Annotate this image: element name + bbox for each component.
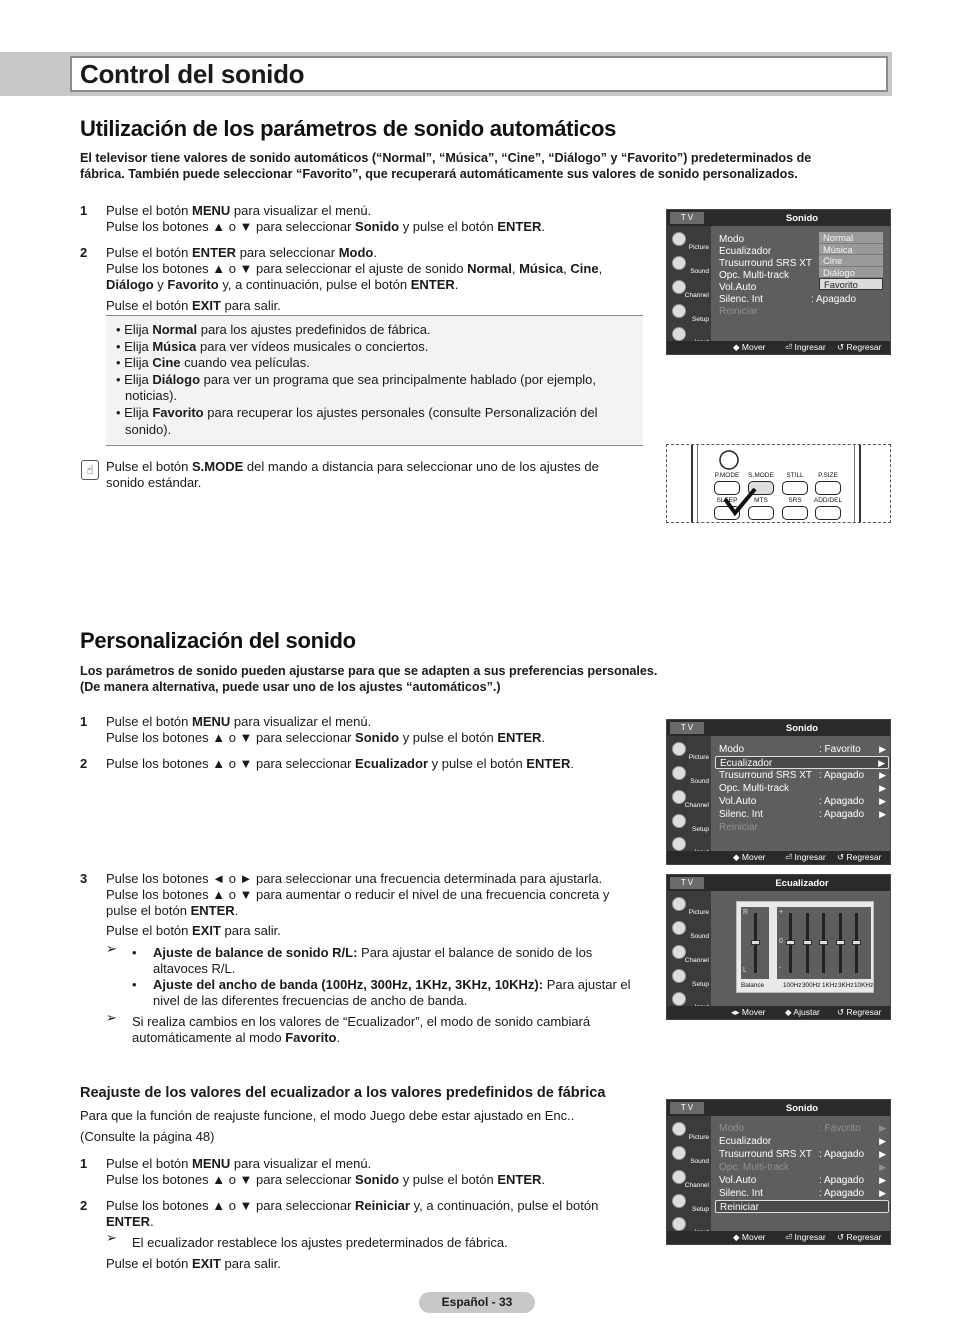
setup-icon: Setup xyxy=(669,302,709,324)
section-title-auto-sound: Utilización de los parámetros de sonido automáticos xyxy=(80,116,617,141)
picture-icon: Picture xyxy=(669,230,709,252)
step-number: 3 xyxy=(80,871,88,886)
menu-item-selected[interactable]: Reiniciar xyxy=(715,1200,889,1213)
band-knob[interactable] xyxy=(786,940,795,945)
menu-item[interactable]: Opc. Multi-track xyxy=(719,270,790,281)
band-knob[interactable] xyxy=(803,940,812,945)
arrow-icon: ➢ xyxy=(106,1010,117,1025)
intro-line: (De manera alternativa, puede usar uno de los ajustes “automáticos”.) xyxy=(80,680,501,694)
menu-item[interactable]: Ecualizador xyxy=(719,246,772,257)
band-knob[interactable] xyxy=(836,940,845,945)
power-circle-icon xyxy=(717,448,741,472)
channel-icon: Channel xyxy=(669,278,709,300)
osd-title: Ecualizador xyxy=(775,878,829,889)
menu-item[interactable]: Vol.Auto xyxy=(719,282,757,293)
list-item: • Elija Diálogo para ver un programa que sea principalmente hablado (por ejemplo, noticias). xyxy=(116,371,597,404)
step-number: 1 xyxy=(80,203,88,218)
band-tracks xyxy=(777,907,871,979)
menu-item[interactable]: Silenc. Int : Apagado ▶ xyxy=(719,809,886,820)
still-button[interactable] xyxy=(782,481,808,495)
step1-text: Pulse el botón MENU para visualizar el menú. Pulse los botones ▲ o ▼ para seleccionar Sonido y pulse el botón ENTER. xyxy=(106,1156,546,1187)
step-number: 2 xyxy=(80,756,88,771)
menu-item[interactable]: Ecualizador ▶ xyxy=(719,1136,886,1147)
setup-icon: Setup xyxy=(669,812,709,834)
srs-button[interactable] xyxy=(782,506,808,520)
step1-text: Pulse el botón MENU para visualizar el menú. Pulse los botones ▲ o ▼ para seleccionar Sonido y pulse el botón ENTER. xyxy=(106,714,546,745)
tv-label: T V xyxy=(670,722,704,734)
step-number: 1 xyxy=(80,1156,88,1171)
mode-bullet-list xyxy=(106,315,643,446)
reset-precondition: Para que la función de reajuste funcione, el modo Juego debe estar ajustado en Enc.. xyxy=(80,1108,575,1123)
menu-item[interactable]: Reiniciar xyxy=(719,822,758,833)
picture-icon: Picture xyxy=(669,1120,709,1142)
page-title: Control del sonido xyxy=(80,59,305,89)
smode-note: Pulse el botón S.MODE del mando a distancia para seleccionar uno de los ajustes de sonido estándar. xyxy=(106,459,599,490)
menu-item-selected[interactable]: Ecualizador ▶ xyxy=(715,756,889,769)
channel-icon: Channel xyxy=(669,1168,709,1190)
menu-item[interactable]: Vol.Auto : Apagado ▶ xyxy=(719,796,886,807)
menu-item[interactable]: Silenc. Int : Apagado ▶ xyxy=(719,1188,886,1199)
menu-item[interactable]: Trusurround SRS XT : Apagado ▶ xyxy=(719,770,886,781)
section-title-custom-sound: Personalización del sonido xyxy=(80,628,356,653)
menu-item[interactable]: Modo : Favorito ▶ xyxy=(719,1123,886,1134)
tv-label: T V xyxy=(670,212,704,224)
step-number: 2 xyxy=(80,245,88,260)
bandwidth-note: Ajuste del ancho de banda (100Hz, 300Hz, 1KHz, 3KHz, 10KHz): Para ajustar el nivel de las diferentes frecuencias de ancho de banda. xyxy=(153,977,631,1008)
step2-text: Pulse los botones ▲ o ▼ para seleccionar Ecualizador y pulse el botón ENTER. xyxy=(106,756,574,771)
section-title-eq-reset: Reajuste de los valores del ecualizador a los valores predefinidos de fábrica xyxy=(80,1085,606,1101)
arrow-icon: ➢ xyxy=(106,1230,117,1245)
osd-title: Sonido xyxy=(785,213,819,224)
list-item: • Elija Normal para los ajustes predefinidos de fábrica. xyxy=(116,322,431,337)
osd-footer: ◆ Mover ⏎ Ingresar ↺ Regresar xyxy=(667,851,890,864)
osd-footer: ◆ Mover ⏎ Ingresar ↺ Regresar xyxy=(667,1231,890,1244)
menu-item[interactable]: Silenc. Int : Apagado xyxy=(719,294,857,305)
bullet-dot: • xyxy=(132,977,137,992)
hand-pointer-icon: ☝ xyxy=(81,460,99,480)
osd-sound-mode-panel xyxy=(666,209,891,355)
eq-right-label: R xyxy=(743,909,749,916)
step3-text: Pulse los botones ◄ o ► para seleccionar una frecuencia determinada para ajustarla. Pulse los botones ▲ o ▼ para aumentar o reducir el nivel de una frecuencia concreta y pulse el botón ENTER. Pulse el botón EXIT para salir. xyxy=(106,871,610,938)
bullet-dot: • xyxy=(132,945,137,960)
channel-icon: Channel xyxy=(669,943,709,965)
remote-label: ADD/DEL xyxy=(813,497,843,504)
eq-label: 3KHz xyxy=(838,982,854,989)
menu-item[interactable]: Modo : Favorito ▶ xyxy=(719,744,886,755)
osd-menu xyxy=(715,1122,889,1213)
osd-sound-panel-equalizer xyxy=(666,719,891,865)
channel-icon: Channel xyxy=(669,788,709,810)
dropdown-option[interactable]: Diálogo xyxy=(819,267,883,279)
remote-label: STILL xyxy=(786,472,804,479)
eq-label: 10KHz xyxy=(854,982,874,989)
reset-reference: (Consulte la página 48) xyxy=(80,1129,215,1144)
eq-favorite-note: Si realiza cambios en los valores de “Ecualizador”, el modo de sonido cambiará automáticamente al modo Favorito. xyxy=(132,1014,591,1045)
dropdown-option[interactable]: Cine xyxy=(819,255,883,267)
eq-zero-label: 0 xyxy=(779,938,783,945)
dropdown-option[interactable]: Música xyxy=(819,244,883,256)
balance-knob[interactable] xyxy=(751,940,760,945)
menu-item[interactable]: Opc. Multi-track ▶ xyxy=(719,783,886,794)
menu-item[interactable]: Reiniciar xyxy=(719,306,758,317)
remote-label: SRS xyxy=(788,497,802,504)
step-number: 1 xyxy=(80,714,88,729)
tv-label: T V xyxy=(670,877,704,889)
menu-item[interactable]: Trusurround SRS XT xyxy=(719,258,812,269)
step1-text: Pulse el botón MENU para visualizar el menú. Pulse los botones ▲ o ▼ para seleccionar Sonido y pulse el botón ENTER. xyxy=(106,203,546,234)
balance-track xyxy=(741,907,769,979)
sound-icon: Sound xyxy=(669,919,709,941)
step2-text: Pulse el botón ENTER para seleccionar Modo. Pulse los botones ▲ o ▼ para seleccionar el ajuste de sonido Normal, Música, Cine, Diálogo y Favorito y, a continuación, pulse el botón ENTER. Pulse el botón EXIT para salir. xyxy=(106,245,603,313)
menu-item[interactable]: Vol.Auto : Apagado ▶ xyxy=(719,1175,886,1186)
dropdown-option-selected[interactable]: Favorito xyxy=(819,278,883,290)
arrow-icon: ➢ xyxy=(106,941,117,956)
checkmark-icon xyxy=(723,487,757,517)
equalizer-graph xyxy=(736,901,874,993)
eq-minus-label: - xyxy=(779,965,782,972)
osd-title: Sonido xyxy=(785,1103,819,1114)
eq-label: 100Hz xyxy=(783,982,802,989)
remote-label: P.SIZE xyxy=(818,472,838,479)
remote-label: MTS xyxy=(754,497,768,504)
band-knob[interactable] xyxy=(852,940,861,945)
osd-sidebar xyxy=(667,736,711,854)
eq-left-label: L xyxy=(743,967,747,974)
setup-icon: Setup xyxy=(669,1192,709,1214)
dropdown-option[interactable]: Normal xyxy=(819,232,883,244)
intro-line: Los parámetros de sonido pueden ajustarse para que se adapten a sus preferencias personales. xyxy=(80,664,658,678)
list-item: • Elija Música para ver vídeos musicales o conciertos. xyxy=(116,338,429,354)
sound-mode-dropdown[interactable] xyxy=(819,232,883,290)
eq-label: Balance xyxy=(741,982,765,989)
osd-sidebar xyxy=(667,226,711,344)
sound-icon: Sound xyxy=(669,1144,709,1166)
list-item: • Elija Favorito para recuperar los ajustes personales (consulte Personalización del sonido). xyxy=(116,404,598,437)
psize-button[interactable] xyxy=(815,481,841,495)
menu-item[interactable]: Trusurround SRS XT : Apagado ▶ xyxy=(719,1149,886,1160)
menu-item[interactable]: Opc. Multi-track ▶ xyxy=(719,1162,886,1173)
sound-icon: Sound xyxy=(669,764,709,786)
setup-icon: Setup xyxy=(669,967,709,989)
tv-label: T V xyxy=(670,1102,704,1114)
step-number: 2 xyxy=(80,1198,88,1213)
intro-line: El televisor tiene valores de sonido automáticos (“Normal”, “Música”, “Cine”, “Diálogo” y “Favorito”) predeterminados de xyxy=(80,151,812,165)
picture-icon: Picture xyxy=(669,740,709,762)
list-item: • Elija Cine cuando vea películas. xyxy=(116,355,310,371)
eq-label: 300Hz xyxy=(802,982,821,989)
intro-line: fábrica. También puede seleccionar “Favorito”, que recuperará automáticamente sus valores de sonido personalizados. xyxy=(80,167,798,181)
eq-label: 1KHz xyxy=(822,982,838,989)
exit-instruction: Pulse el botón EXIT para salir. xyxy=(106,1256,281,1271)
eq-plus-label: + xyxy=(779,909,784,916)
remote-control-illustration xyxy=(666,444,891,523)
band-knob[interactable] xyxy=(819,940,828,945)
osd-title: Sonido xyxy=(785,723,819,734)
osd-footer: ◂▸ Mover ◆ Ajustar ↺ Regresar xyxy=(667,1006,890,1019)
balance-note: Ajuste de balance de sonido R/L: Para ajustar el balance de sonido de los altavoces R/L. xyxy=(153,945,593,976)
sound-icon: Sound xyxy=(669,254,709,276)
remote-label: P.MODE xyxy=(714,472,740,479)
section1-intro xyxy=(80,150,870,182)
page-number-badge: Español - 33 xyxy=(419,1292,535,1313)
osd-sidebar xyxy=(667,1116,711,1234)
remote-label: S.MODE xyxy=(748,472,774,479)
section2-intro xyxy=(80,663,870,695)
step2-text: Pulse los botones ▲ o ▼ para seleccionar Reiniciar y, a continuación, pulse el botón ENTER. xyxy=(106,1198,599,1229)
osd-footer: ◆ Mover ⏎ Ingresar ↺ Regresar xyxy=(667,341,890,354)
adddel-button[interactable] xyxy=(815,506,841,520)
reset-note: El ecualizador restablece los ajustes predeterminados de fábrica. xyxy=(132,1235,508,1250)
picture-icon: Picture xyxy=(669,895,709,917)
remote-label: SLEEP xyxy=(716,497,738,504)
osd-menu xyxy=(715,743,889,834)
osd-sound-panel-reset xyxy=(666,1099,891,1245)
menu-item[interactable]: Modo xyxy=(719,234,745,245)
osd-sidebar xyxy=(667,891,711,1009)
